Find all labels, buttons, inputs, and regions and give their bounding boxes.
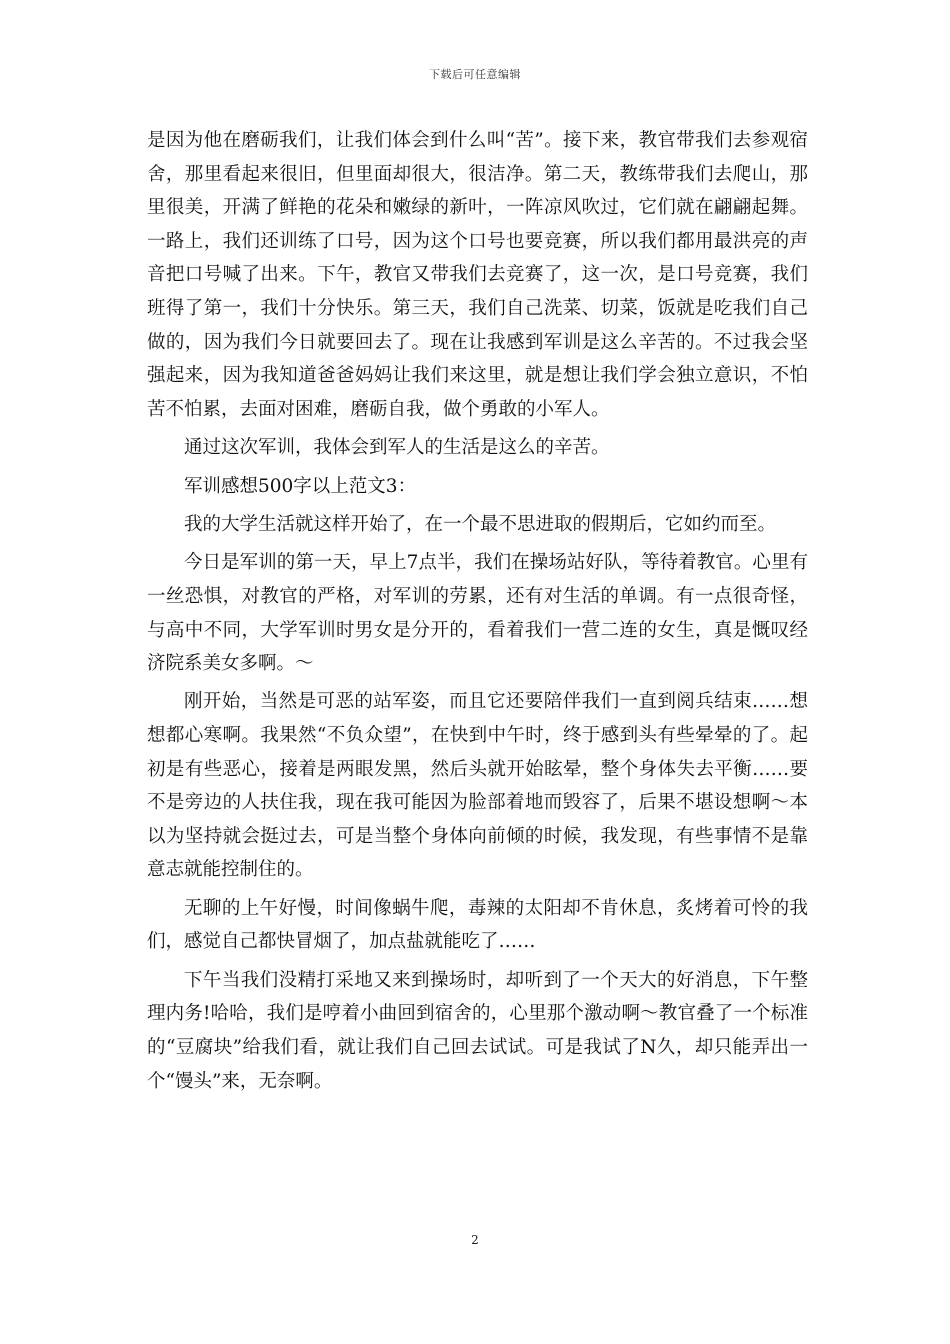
- paragraph: 通过这次军训，我体会到军人的生活是这么的辛苦。: [184, 437, 610, 459]
- paragraph: 刚开始，当然是可恶的站军姿，而且它还要陪伴我们一直到阅兵结束……想想都心寒啊。我果然“不负众望”，在快到中午时，终于感到头有些晕晕的了。起初是有些恶心，接着是两眼发黑，然后头就开始眩晕，整个身体失去平衡……要不是旁边的人扶住我，现在我可能因为脸部着地而毁容了，后果不堪设想啊～本以为坚持就会挺过去，可是当整个身体向前倾的时候，我发现，有些事情不是靠意志就能控制住的。: [147, 691, 808, 881]
- page-header: 下载后可任意编辑: [429, 68, 521, 81]
- paragraph: 下午当我们没精打采地又来到操场时，却听到了一个天大的好消息，下午整理内务!哈哈，我们是哼着小曲回到宿舍的，心里那个激动啊～教官叠了一个标准的“豆腐块”给我们看，就让我们自己回去试试。可是我试了N久，却只能弄出一个“馒头”来，无奈啊。: [147, 969, 809, 1092]
- paragraph: 我的大学生活就这样开始了，在一个最不思进取的假期后，它如约而至。: [184, 513, 777, 535]
- paragraph: 无聊的上午好慢，时间像蜗牛爬，毒辣的太阳却不肯休息，炙烤着可怜的我们，感觉自己都快冒烟了，加点盐就能吃了……: [147, 897, 808, 953]
- page-number: 2: [471, 1233, 479, 1247]
- document-body: [147, 124, 808, 1103]
- paragraph-continued: 是因为他在磨砺我们，让我们体会到什么叫“苦”。接下来，教官带我们去参观宿舍，那里看起来很旧，但里面却很大，很洁净。第二天，教练带我们去爬山，那里很美，开满了鲜艳的花朵和嫩绿的新叶，一阵凉风吹过，它们就在翩翩起舞。一路上，我们还训练了口号，因为这个口号也要竞赛，所以我们都用最洪亮的声音把口号喊了出来。下午，教官又带我们去竞赛了，这一次，是口号竞赛，我们班得了第一，我们十分快乐。第三天，我们自己洗菜、切菜，饭就是吃我们自己做的，因为我们今日就要回去了。现在让我感到军训是这么辛苦的。不过我会坚强起来，因为我知道爸爸妈妈让我们来这里，就是想让我们学会独立意识，不怕苦不怕累，去面对困难，磨砺自我，做个勇敢的小军人。: [147, 130, 808, 420]
- section-heading: 军训感想500字以上范文3：: [184, 475, 417, 497]
- paragraph: 今日是军训的第一天，早上7点半，我们在操场站好队，等待着教官。心里有一丝恐惧，对教官的严格，对军训的劳累，还有对生活的单调。有一点很奇怪，与高中不同，大学军训时男女是分开的，看着我们一营二连的女生，真是慨叹经济院系美女多啊。～: [147, 552, 808, 675]
